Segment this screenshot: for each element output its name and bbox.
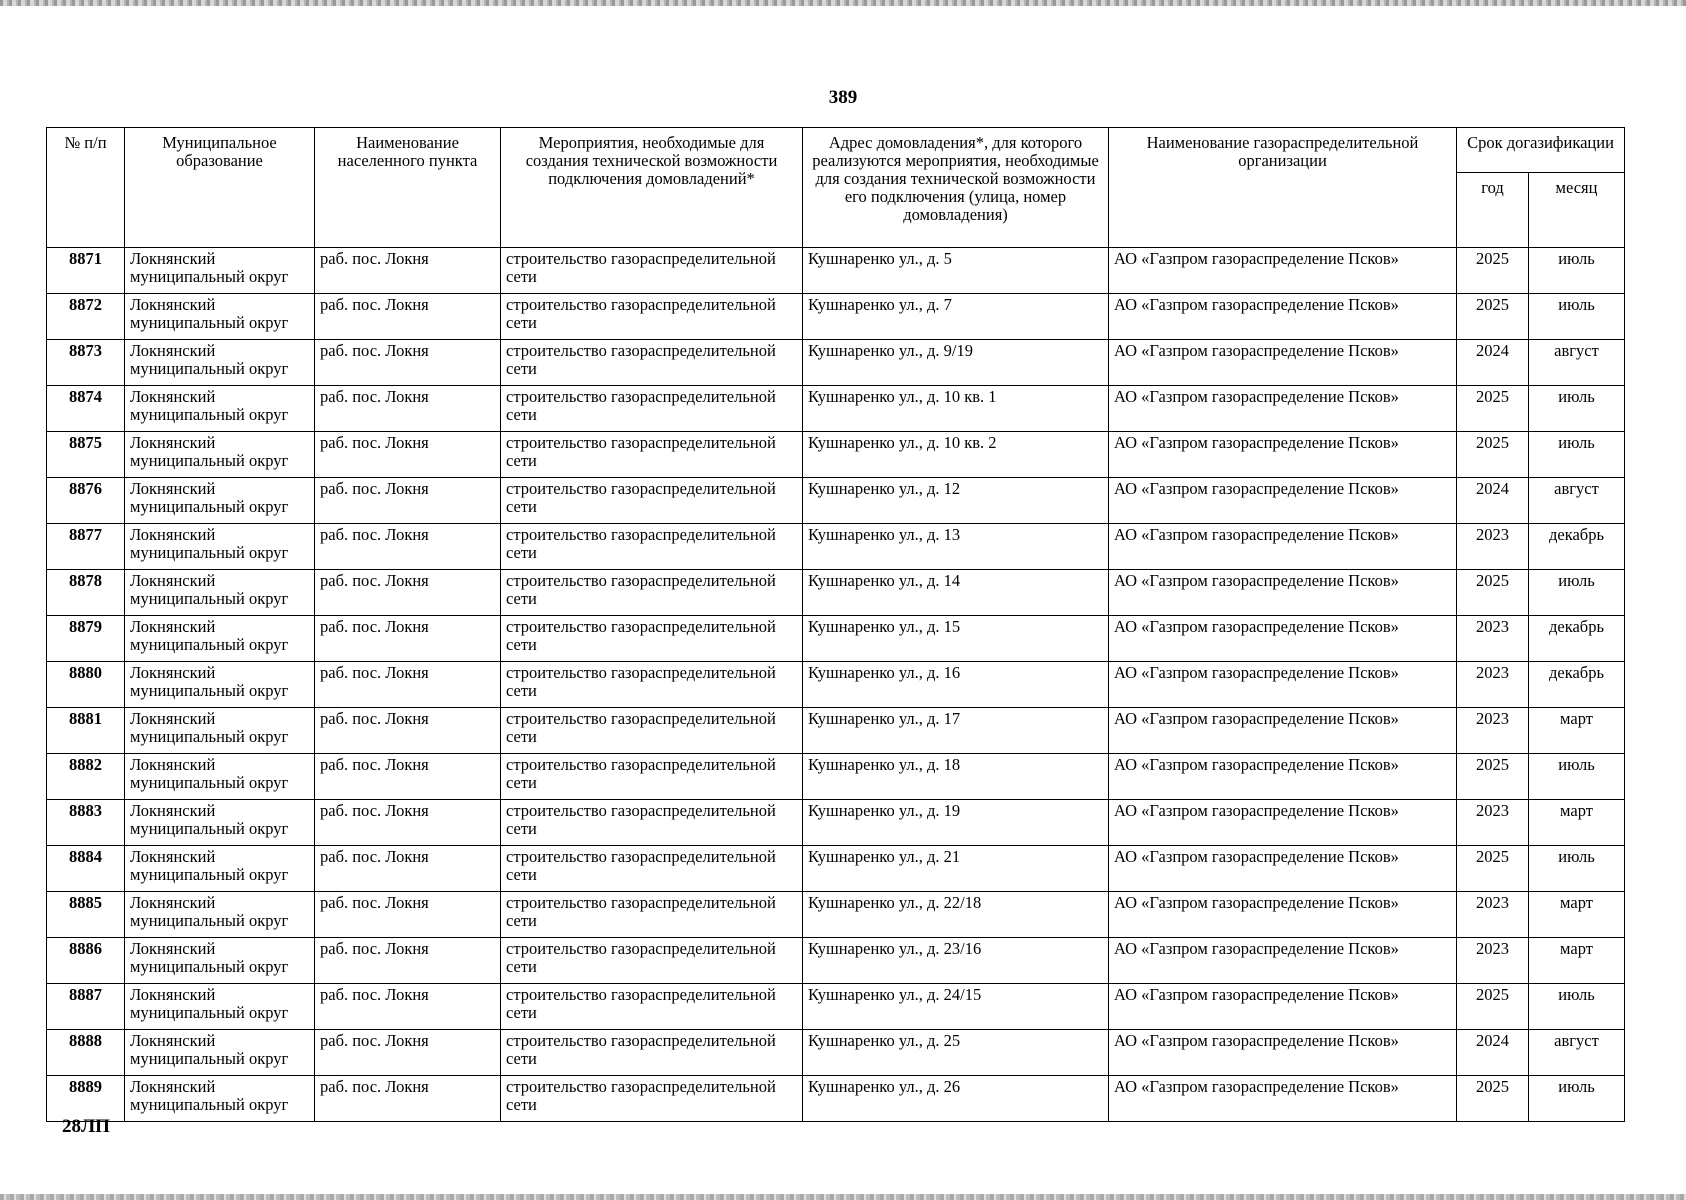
table-row (47, 1030, 1625, 1076)
cell-address: Кушнаренко ул., д. 10 кв. 2 (803, 432, 1109, 478)
cell-measure: строительство газораспределительной сети (501, 386, 803, 432)
cell-year: 2023 (1457, 662, 1529, 708)
cell-measure: строительство газораспределительной сети (501, 524, 803, 570)
cell-measure: строительство газораспределительной сети (501, 938, 803, 984)
cell-measure: строительство газораспределительной сети (501, 892, 803, 938)
table-row (47, 248, 1625, 294)
cell-month: август (1529, 340, 1625, 386)
table-row (47, 938, 1625, 984)
cell-num: 8872 (47, 294, 125, 340)
cell-num: 8875 (47, 432, 125, 478)
cell-municipality: Локнянский муниципальный округ (125, 616, 315, 662)
cell-month: март (1529, 892, 1625, 938)
cell-measure: строительство газораспределительной сети (501, 754, 803, 800)
cell-num: 8883 (47, 800, 125, 846)
cell-settlement: раб. пос. Локня (315, 846, 501, 892)
cell-settlement: раб. пос. Локня (315, 708, 501, 754)
table-row (47, 616, 1625, 662)
cell-num: 8889 (47, 1076, 125, 1122)
cell-settlement: раб. пос. Локня (315, 892, 501, 938)
cell-settlement: раб. пос. Локня (315, 294, 501, 340)
cell-settlement: раб. пос. Локня (315, 938, 501, 984)
cell-address: Кушнаренко ул., д. 17 (803, 708, 1109, 754)
cell-settlement: раб. пос. Локня (315, 754, 501, 800)
cell-measure: строительство газораспределительной сети (501, 984, 803, 1030)
table-row (47, 708, 1625, 754)
cell-num: 8881 (47, 708, 125, 754)
header-row-main (47, 128, 1625, 173)
cell-year: 2025 (1457, 294, 1529, 340)
cell-address: Кушнаренко ул., д. 26 (803, 1076, 1109, 1122)
cell-month: декабрь (1529, 616, 1625, 662)
cell-month: август (1529, 478, 1625, 524)
cell-measure: строительство газораспределительной сети (501, 708, 803, 754)
cell-year: 2023 (1457, 938, 1529, 984)
scan-edge-top (0, 0, 1686, 6)
table-row (47, 754, 1625, 800)
table-row (47, 294, 1625, 340)
cell-num: 8876 (47, 478, 125, 524)
cell-num: 8878 (47, 570, 125, 616)
cell-month: август (1529, 1030, 1625, 1076)
cell-num: 8879 (47, 616, 125, 662)
cell-address: Кушнаренко ул., д. 22/18 (803, 892, 1109, 938)
cell-measure: строительство газораспределительной сети (501, 1030, 803, 1076)
page-number: 389 (828, 87, 858, 108)
cell-year: 2023 (1457, 708, 1529, 754)
cell-address: Кушнаренко ул., д. 7 (803, 294, 1109, 340)
cell-organization: АО «Газпром газораспределение Псков» (1109, 754, 1457, 800)
cell-settlement: раб. пос. Локня (315, 1076, 501, 1122)
cell-municipality: Локнянский муниципальный округ (125, 432, 315, 478)
header-month: месяц (1529, 173, 1625, 248)
cell-municipality: Локнянский муниципальный округ (125, 478, 315, 524)
cell-address: Кушнаренко ул., д. 23/16 (803, 938, 1109, 984)
cell-num: 8884 (47, 846, 125, 892)
cell-month: июль (1529, 386, 1625, 432)
cell-measure: строительство газораспределительной сети (501, 1076, 803, 1122)
cell-year: 2023 (1457, 616, 1529, 662)
cell-municipality: Локнянский муниципальный округ (125, 570, 315, 616)
cell-organization: АО «Газпром газораспределение Псков» (1109, 1030, 1457, 1076)
cell-month: июль (1529, 984, 1625, 1030)
table-row (47, 386, 1625, 432)
table-body (47, 248, 1625, 1122)
cell-municipality: Локнянский муниципальный округ (125, 662, 315, 708)
cell-num: 8877 (47, 524, 125, 570)
gasification-table (46, 127, 1625, 1122)
cell-measure: строительство газораспределительной сети (501, 662, 803, 708)
cell-month: июль (1529, 570, 1625, 616)
cell-organization: АО «Газпром газораспределение Псков» (1109, 478, 1457, 524)
cell-year: 2024 (1457, 478, 1529, 524)
cell-settlement: раб. пос. Локня (315, 248, 501, 294)
cell-year: 2025 (1457, 570, 1529, 616)
cell-month: июль (1529, 248, 1625, 294)
cell-year: 2025 (1457, 1076, 1529, 1122)
cell-address: Кушнаренко ул., д. 10 кв. 1 (803, 386, 1109, 432)
header-deadline: Срок догазификации (1457, 128, 1625, 173)
cell-year: 2025 (1457, 432, 1529, 478)
cell-municipality: Локнянский муниципальный округ (125, 938, 315, 984)
cell-measure: строительство газораспределительной сети (501, 478, 803, 524)
table-row (47, 340, 1625, 386)
cell-settlement: раб. пос. Локня (315, 478, 501, 524)
cell-organization: АО «Газпром газораспределение Псков» (1109, 570, 1457, 616)
cell-settlement: раб. пос. Локня (315, 340, 501, 386)
cell-organization: АО «Газпром газораспределение Псков» (1109, 708, 1457, 754)
cell-municipality: Локнянский муниципальный округ (125, 386, 315, 432)
cell-organization: АО «Газпром газораспределение Псков» (1109, 432, 1457, 478)
cell-address: Кушнаренко ул., д. 19 (803, 800, 1109, 846)
cell-num: 8873 (47, 340, 125, 386)
header-municipality: Муниципальное образование (125, 128, 315, 248)
cell-organization: АО «Газпром газораспределение Псков» (1109, 1076, 1457, 1122)
cell-municipality: Локнянский муниципальный округ (125, 800, 315, 846)
cell-month: июль (1529, 294, 1625, 340)
header-year: год (1457, 173, 1529, 248)
table-row (47, 846, 1625, 892)
cell-year: 2025 (1457, 386, 1529, 432)
cell-municipality: Локнянский муниципальный округ (125, 708, 315, 754)
table-row (47, 570, 1625, 616)
cell-measure: строительство газораспределительной сети (501, 248, 803, 294)
cell-month: июль (1529, 432, 1625, 478)
cell-year: 2025 (1457, 846, 1529, 892)
table-row (47, 662, 1625, 708)
table-row (47, 524, 1625, 570)
cell-organization: АО «Газпром газораспределение Псков» (1109, 524, 1457, 570)
cell-address: Кушнаренко ул., д. 9/19 (803, 340, 1109, 386)
cell-municipality: Локнянский муниципальный округ (125, 984, 315, 1030)
cell-settlement: раб. пос. Локня (315, 662, 501, 708)
cell-address: Кушнаренко ул., д. 16 (803, 662, 1109, 708)
cell-municipality: Локнянский муниципальный округ (125, 340, 315, 386)
cell-year: 2024 (1457, 340, 1529, 386)
cell-municipality: Локнянский муниципальный округ (125, 248, 315, 294)
cell-measure: строительство газораспределительной сети (501, 616, 803, 662)
cell-municipality: Локнянский муниципальный округ (125, 892, 315, 938)
cell-organization: АО «Газпром газораспределение Псков» (1109, 340, 1457, 386)
header-organization: Наименование газораспределительной организации (1109, 128, 1457, 248)
cell-num: 8871 (47, 248, 125, 294)
cell-settlement: раб. пос. Локня (315, 570, 501, 616)
footer-code: 28ЛП (62, 1116, 110, 1137)
cell-num: 8888 (47, 1030, 125, 1076)
cell-measure: строительство газораспределительной сети (501, 570, 803, 616)
cell-municipality: Локнянский муниципальный округ (125, 1030, 315, 1076)
cell-address: Кушнаренко ул., д. 24/15 (803, 984, 1109, 1030)
cell-year: 2023 (1457, 892, 1529, 938)
cell-address: Кушнаренко ул., д. 21 (803, 846, 1109, 892)
table-row (47, 432, 1625, 478)
table-row (47, 984, 1625, 1030)
cell-organization: АО «Газпром газораспределение Псков» (1109, 846, 1457, 892)
table-header (47, 128, 1625, 248)
cell-organization: АО «Газпром газораспределение Псков» (1109, 662, 1457, 708)
cell-year: 2024 (1457, 1030, 1529, 1076)
cell-organization: АО «Газпром газораспределение Псков» (1109, 386, 1457, 432)
cell-measure: строительство газораспределительной сети (501, 800, 803, 846)
cell-year: 2023 (1457, 524, 1529, 570)
cell-num: 8887 (47, 984, 125, 1030)
cell-organization: АО «Газпром газораспределение Псков» (1109, 984, 1457, 1030)
cell-year: 2023 (1457, 800, 1529, 846)
cell-address: Кушнаренко ул., д. 25 (803, 1030, 1109, 1076)
cell-month: декабрь (1529, 524, 1625, 570)
cell-municipality: Локнянский муниципальный округ (125, 294, 315, 340)
cell-organization: АО «Газпром газораспределение Псков» (1109, 248, 1457, 294)
cell-month: март (1529, 708, 1625, 754)
header-settlement: Наименование населенного пункта (315, 128, 501, 248)
cell-month: март (1529, 800, 1625, 846)
cell-settlement: раб. пос. Локня (315, 524, 501, 570)
cell-municipality: Локнянский муниципальный округ (125, 1076, 315, 1122)
cell-settlement: раб. пос. Локня (315, 432, 501, 478)
cell-organization: АО «Газпром газораспределение Псков» (1109, 892, 1457, 938)
cell-municipality: Локнянский муниципальный округ (125, 754, 315, 800)
cell-address: Кушнаренко ул., д. 18 (803, 754, 1109, 800)
scan-edge-bottom (0, 1194, 1686, 1200)
cell-settlement: раб. пос. Локня (315, 616, 501, 662)
table-row (47, 1076, 1625, 1122)
cell-municipality: Локнянский муниципальный округ (125, 524, 315, 570)
cell-organization: АО «Газпром газораспределение Псков» (1109, 294, 1457, 340)
cell-settlement: раб. пос. Локня (315, 386, 501, 432)
cell-settlement: раб. пос. Локня (315, 800, 501, 846)
cell-address: Кушнаренко ул., д. 5 (803, 248, 1109, 294)
cell-address: Кушнаренко ул., д. 15 (803, 616, 1109, 662)
cell-measure: строительство газораспределительной сети (501, 432, 803, 478)
cell-measure: строительство газораспределительной сети (501, 846, 803, 892)
cell-month: июль (1529, 1076, 1625, 1122)
table-row (47, 800, 1625, 846)
cell-measure: строительство газораспределительной сети (501, 294, 803, 340)
header-address: Адрес домовладения*, для которого реализуются мероприятия, необходимые для создания технической возможности его подключения (улица, номер домовладения) (803, 128, 1109, 248)
table-row (47, 478, 1625, 524)
cell-address: Кушнаренко ул., д. 13 (803, 524, 1109, 570)
header-measures: Мероприятия, необходимые для создания технической возможности подключения домовладений* (501, 128, 803, 248)
cell-organization: АО «Газпром газораспределение Псков» (1109, 938, 1457, 984)
cell-month: июль (1529, 754, 1625, 800)
cell-year: 2025 (1457, 984, 1529, 1030)
cell-settlement: раб. пос. Локня (315, 1030, 501, 1076)
cell-num: 8880 (47, 662, 125, 708)
cell-num: 8882 (47, 754, 125, 800)
cell-organization: АО «Газпром газораспределение Псков» (1109, 616, 1457, 662)
cell-municipality: Локнянский муниципальный округ (125, 846, 315, 892)
cell-num: 8885 (47, 892, 125, 938)
cell-month: март (1529, 938, 1625, 984)
cell-month: декабрь (1529, 662, 1625, 708)
cell-address: Кушнаренко ул., д. 12 (803, 478, 1109, 524)
cell-measure: строительство газораспределительной сети (501, 340, 803, 386)
cell-year: 2025 (1457, 754, 1529, 800)
table-row (47, 892, 1625, 938)
cell-month: июль (1529, 846, 1625, 892)
cell-organization: АО «Газпром газораспределение Псков» (1109, 800, 1457, 846)
cell-num: 8886 (47, 938, 125, 984)
cell-year: 2025 (1457, 248, 1529, 294)
header-num: № п/п (47, 128, 125, 248)
cell-num: 8874 (47, 386, 125, 432)
cell-settlement: раб. пос. Локня (315, 984, 501, 1030)
cell-address: Кушнаренко ул., д. 14 (803, 570, 1109, 616)
